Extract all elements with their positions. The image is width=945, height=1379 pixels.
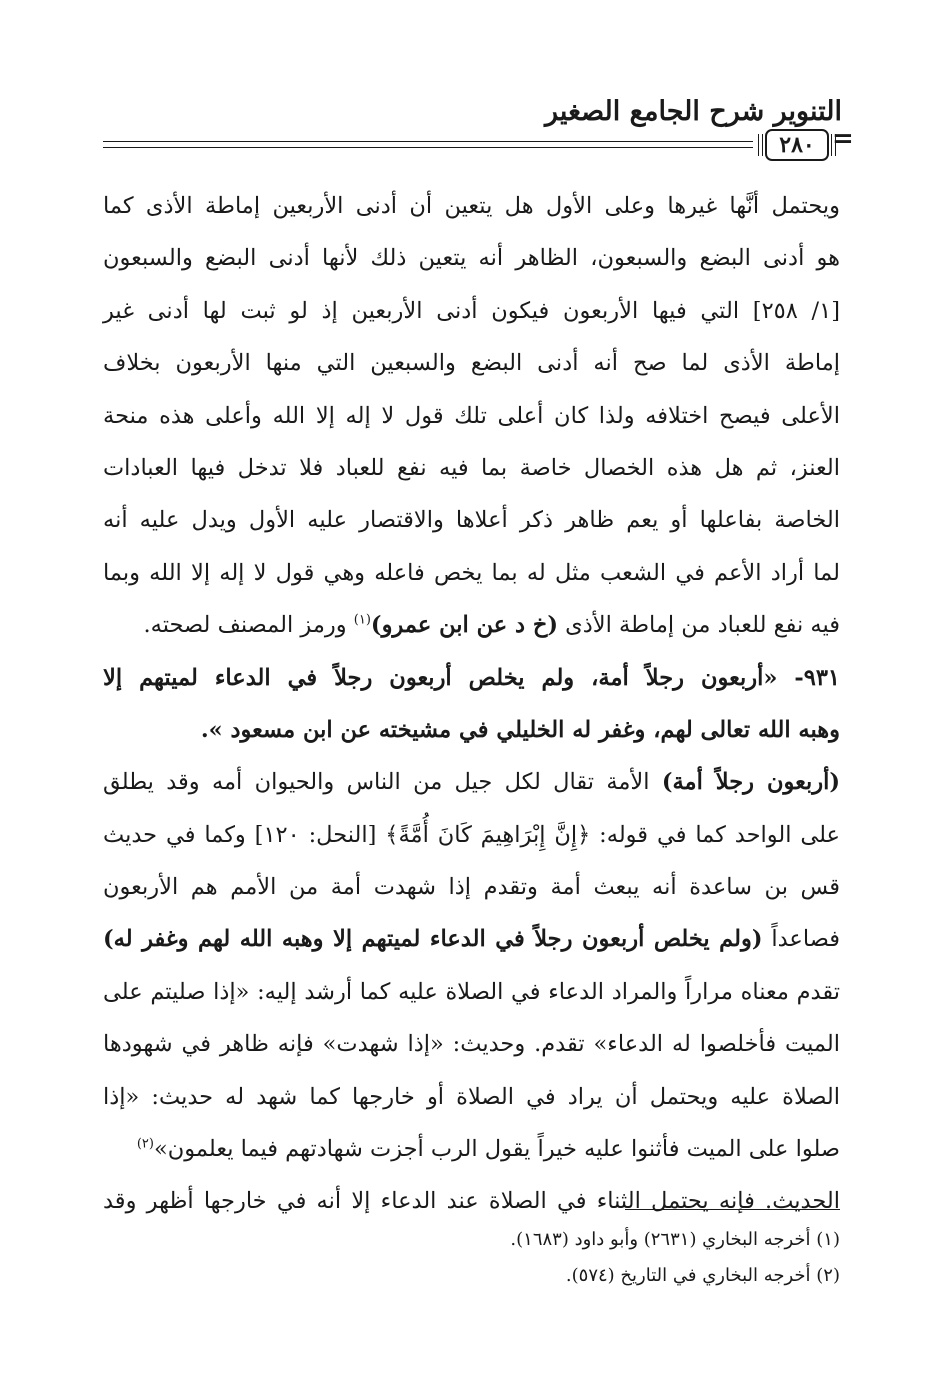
footnote-rule	[625, 1209, 840, 1210]
text-line: العنز، ثم هل هذه الخصال خاصة بما فيه نفع للعباد فلا تدخل فيها العبادات	[103, 454, 840, 481]
commented-phrase: (أربعون رجلاً أمة)	[661, 769, 840, 796]
footnotes	[510, 1222, 840, 1294]
running-title: التنوير شرح الجامع الصغير	[545, 96, 842, 127]
text-segment: ورمز المصنف لصحته.	[143, 612, 347, 639]
quran-reference: [النحل: ١٢٠]	[254, 821, 377, 848]
text-line: تقدم معناه مراراً والمراد الدعاء في الصلاة عليه كما أرشد إليه: «إذا صليتم على	[103, 978, 840, 1005]
continuation-mark: =	[832, 124, 854, 154]
footnote-marker: (٢)	[136, 1136, 154, 1152]
text-line: لما أراد الأعم في الشعب مثل له بما يخص فاعله وهي قول لا إله إلا الله وبما	[103, 559, 840, 586]
text-segment: وكما في حديث	[103, 821, 246, 848]
text-line	[103, 809, 840, 861]
footnote-2: (٢) أخرجه البخاري في التاريخ (٥٧٤).	[565, 1265, 840, 1286]
commented-phrase: (ولم يخلص أربعون رجلاً في الدعاء لميتهم إلا وهبه الله لهم وغفر له)	[103, 926, 763, 953]
source-reference: (خ د عن ابن عمرو)	[370, 612, 558, 639]
text-segment: فيه نفع للعباد من إماطة الأذى	[565, 612, 840, 639]
text-line: إماطة الأذى لما صح أنه أدنى البضع والسبعين التي منها الأربعون بخلاف	[103, 350, 840, 377]
text-segment: على الواحد كما في قوله: ﴿إِنَّ إِبْرَاهِيمَ كَانَ أُمَّةً﴾	[385, 821, 840, 848]
text-line: [١/ ٢٥٨] التي فيها الأربعون فيكون أدنى الأربعين إذ لو ثبت لها أدنى غير	[103, 297, 841, 324]
text-line: قس بن ساعدة أنه يبعث أمة وتقدم إذا شهدت أمة من الأمم هم الأربعون	[103, 874, 840, 901]
text-line: الأعلى فيصح اختلافه ولذا كان أعلى تلك قول لا إله إلا الله وأعلى هذه منحة	[103, 402, 840, 429]
header-rule	[103, 147, 753, 148]
hadith-heading-line: وهبه الله تعالى لهم، وغفر له الخليلي في مشيخته عن ابن مسعود ».	[200, 716, 840, 743]
text-line: الخاصة بفاعلها أو يعم ظاهر ذكر أعلاها والاقتصار عليه الأول ويدل عليه أنه	[103, 507, 840, 534]
page-number	[765, 129, 829, 161]
text-segment: فصاعداً	[771, 926, 840, 953]
text-line	[103, 756, 840, 808]
text-segment: الأمة تقال لكل جيل من الناس والحيوان أمه وقد يطلق	[103, 769, 650, 796]
header-rule	[103, 141, 753, 142]
hadith-heading-line: ٩٣١- «أربعون رجلاً أمة، ولم يخلص أربعون رجلاً في الدعاء لميتهم إلا	[103, 664, 840, 691]
text-line: هو أدنى البضع والسبعون، الظاهر أنه يتعين ذلك لأنها أدنى البضع والسبعون	[103, 245, 840, 272]
page-number-value: ٢٨٠	[779, 132, 815, 158]
text-line	[103, 1123, 840, 1175]
text-segment: صلوا على الميت فأثنوا عليه خيراً يقول الرب أجزت شهادتهم فيما يعلمون»	[153, 1136, 840, 1163]
text-line	[103, 913, 840, 965]
text-line: الميت فأخلصوا له الدعاء» تقدم. وحديث: «إذا شهدت» فإنه ظاهر في شهودها	[103, 1031, 840, 1058]
main-text	[103, 180, 840, 1228]
text-line	[103, 599, 840, 651]
text-line: الصلاة عليه ويحتمل أن يراد في الصلاة أو خارجها كما شهد له حديث: «إذا	[103, 1083, 840, 1110]
text-line: الحديث. فإنه يحتمل الثناء في الصلاة عند الدعاء إلا أنه في خارجها أظهر وقد	[103, 1188, 840, 1215]
footnote-marker: (١)	[353, 612, 371, 628]
text-line: ويحتمل أنَّها غيرها وعلى الأول هل يتعين أن أدنى الأربعين إماطة الأذى كما	[103, 193, 840, 219]
footnote-1: (١) أخرجه البخاري (٢٦٣١) وأبو داود (١٦٨٣).	[510, 1229, 840, 1250]
